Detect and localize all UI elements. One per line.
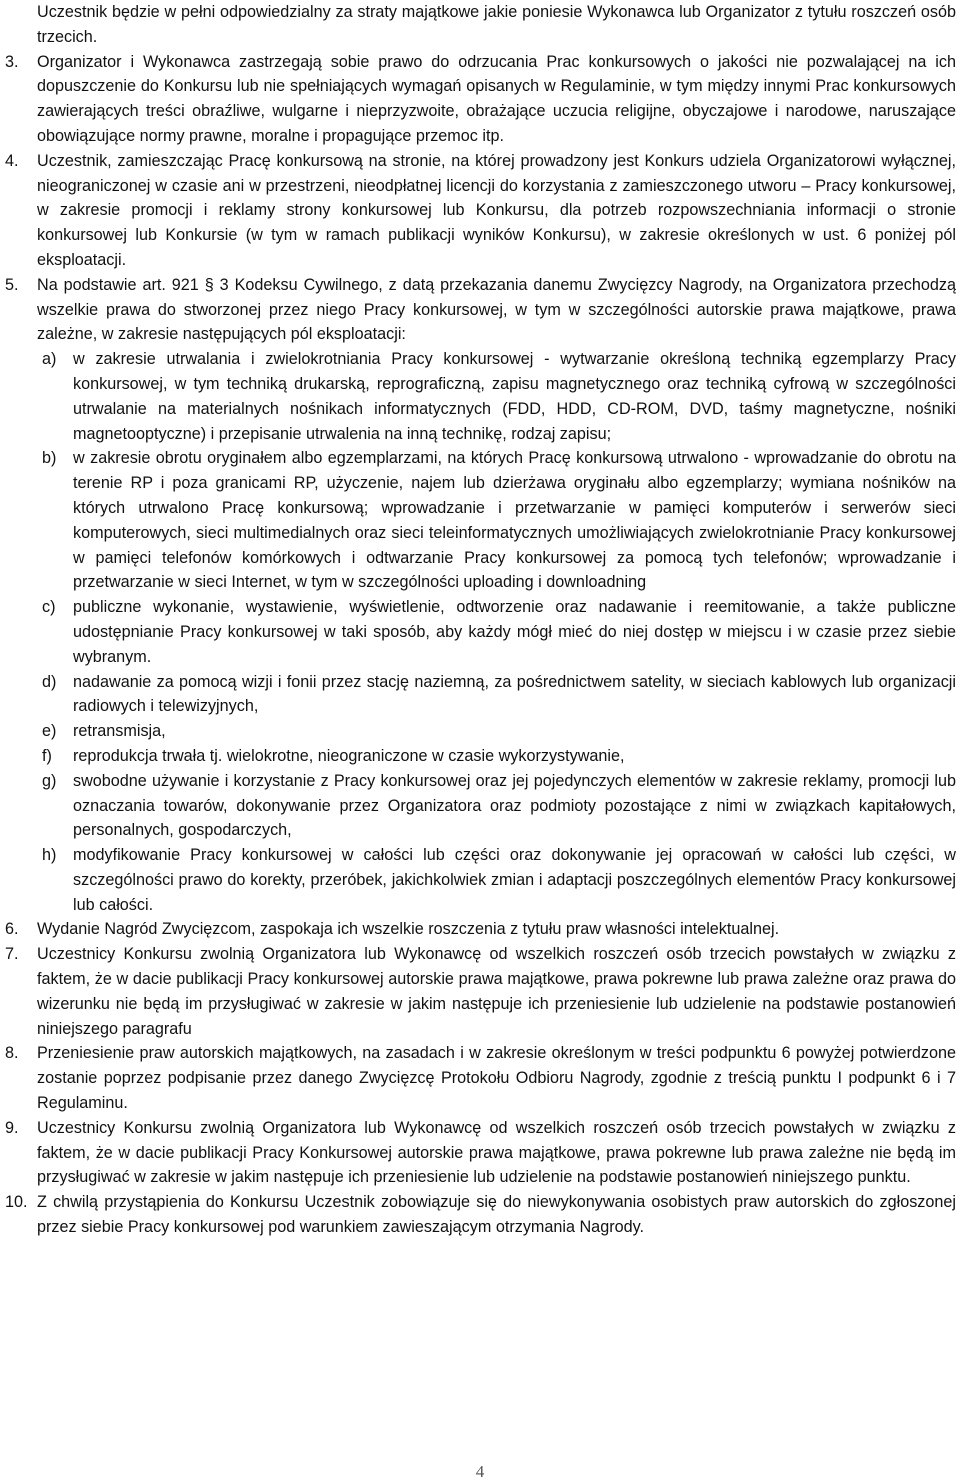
sub-list-item	[0, 769, 960, 843]
list-item-number: 8.	[5, 1044, 19, 1063]
numbered-list-part-2	[0, 917, 960, 1239]
sub-list-item-label: d)	[42, 672, 57, 691]
sub-list-item-label: f)	[42, 746, 52, 765]
sub-list-item	[0, 595, 960, 669]
list-item	[0, 1116, 960, 1190]
sub-list-item-label: g)	[42, 771, 57, 790]
list-item	[0, 917, 960, 942]
list-item-number: 7.	[5, 945, 19, 964]
list-item-number: 3.	[5, 52, 19, 71]
list-item-number: 9.	[5, 1118, 19, 1137]
list-item-text: Uczestnicy Konkursu zwolnią Organizatora lub Wykonawcę od wszelkich roszczeń osób trzecich powstałych w związku z faktem, że w dacie publikacji Pracy Konkursowej autorskie prawa majątkowe, prawa pokrewne lub prawa zależne nie będą im przysługiwać w zakresie w jakim następuje ich przeniesienie lub udzielenie na podstawie postanowień niniejszego punktu.	[37, 1118, 956, 1187]
list-item	[0, 942, 960, 1041]
list-item-number: 10.	[5, 1193, 28, 1212]
sub-list-item	[0, 744, 960, 769]
list-item-number: 6.	[5, 920, 19, 939]
sub-list-item-label: b)	[42, 449, 57, 468]
sub-list-item	[0, 446, 960, 595]
list-item	[0, 149, 960, 273]
sub-list-item-text: swobodne używanie i korzystanie z Pracy konkursowej oraz jej pojedynczych elementów w zakresie reklamy, promocji lub oznaczania towarów, dokonywanie przez Organizatora oraz podmioty pozostające z nimi w związkach kapitałowych, personalnych, gospodarczych,	[73, 771, 956, 840]
sub-list-item-text: publiczne wykonanie, wystawienie, wyświetlenie, odtworzenie oraz nadawanie i reemitowanie, a także publiczne udostępnianie Pracy konkursowej w taki sposób, aby każdy mógł mieć do niej dostęp w miejscu i w czasie przez siebie wybranym.	[73, 598, 956, 666]
sub-list-item	[0, 843, 960, 917]
list-item-number: 4.	[5, 151, 19, 170]
list-item-text: Uczestnik, zamieszczając Pracę konkursową na stronie, na której prowadzony jest Konkurs udziela Organizatorowi wyłącznej, nieograniczonej w czasie ani w przestrzeni, nieodpłatnej licencji do korzystania z zamieszczonego utworu – Pracy konkursowej, w zakresie promocji i reklamy strony konkursowej lub Konkursu, dla potrzeb rozpowszechniania informacji o stronie konkursowej lub Konkursie (w tym w ramach publikacji wyników Konkursu), w zakresie określonych w ust. 6 poniżej pól eksploatacji.	[37, 151, 956, 269]
list-item-text: Z chwilą przystąpienia do Konkursu Uczestnik zobowiązuje się do niewykonywania osobistych praw autorskich do zgłoszonej przez siebie Pracy konkursowej pod warunkiem zawieszającym otrzymania Nagrody.	[37, 1193, 956, 1237]
list-item-text: Przeniesienie praw autorskich majątkowych, na zasadach i w zakresie określonym w treści podpunktu 6 powyżej potwierdzone zostanie poprzez podpisanie przez danego Zwycięzcę Protokołu Odbioru Nagrody, zgodnie z treścią punktu I podpunkt 6 i 7 Regulaminu.	[37, 1044, 956, 1113]
sub-list-item-text: w zakresie utrwalania i zwielokrotniania Pracy konkursowej - wytwarzanie określoną techniką egzemplarzy Pracy konkursowej, w tym techniką drukarską, reprograficzną, zapisu magnetycznego oraz techniką cyfrową w szczególności utrwalanie na materialnych nośnikach informatycznych (FDD, HDD, CD-ROM, DVD, taśmy magnetyczne, nośniki magnetooptyczne) i przepisanie utrwalenia na inną technikę, rodzaj zapisu;	[73, 350, 956, 443]
intro-text: Uczestnik będzie w pełni odpowiedzialny za straty majątkowe jakie poniesie Wykonawca lub Organizator z tytułu roszczeń osób trzecich.	[37, 3, 956, 46]
list-item-text: Organizator i Wykonawca zastrzegają sobie prawo do odrzucania Prac konkursowych o jakości nie pozwalającej na ich dopuszczenie do Konkursu lub nie spełniających wymagań opisanych w Regulaminie, w tym między innymi Prac konkursowych zawierających treści obraźliwe, wulgarne i nieprzyzwoite, obrażające uczucia religijne, obyczajowe i narodowe, naruszające obowiązujące normy prawne, moralne i propagujące przemoc itp.	[37, 52, 956, 145]
sub-list-item	[0, 670, 960, 720]
list-item	[0, 1041, 960, 1115]
sub-list-item-text: modyfikowanie Pracy konkursowej w całości lub części oraz dokonywanie jej opracowań w całości lub części, w szczególności prawo do korekty, przeróbek, jakichkolwiek zmian i adaptacji poszczególnych elementów Pracy konkursowej lub całości.	[73, 846, 956, 914]
sub-list-item	[0, 347, 960, 446]
list-item	[0, 1190, 960, 1240]
sub-list-item-text: reprodukcja trwała tj. wielokrotne, nieograniczone w czasie wykorzystywanie,	[73, 746, 625, 765]
list-item	[0, 50, 960, 149]
sub-list-item-label: h)	[42, 846, 57, 865]
sub-list-item-text: w zakresie obrotu oryginałem albo egzemplarzami, na których Pracę konkursową utrwalono - wprowadzanie do obrotu na terenie RP i poza granicami RP, użyczenie, najem lub dzierżawa oryginału albo egzemplarzy; wymiana nośników na których utrwalono Pracę konkursową; wprowadzanie i przetwarzanie w pamięci komputerów i serwerów sieci komputerowych, sieci multimedialnych oraz sieci teleinformatycznych umożliwiających zwielokrotnianie Pracy konkursowej w pamięci telefonów komórkowych i odtwarzanie Pracy konkursowej za pomocą tych telefonów; wprowadzanie i przetwarzanie w sieci Internet, w tym w szczególności uploading i downloadning	[73, 449, 956, 592]
list-item-text: Wydanie Nagród Zwycięzcom, zaspokaja ich wszelkie roszczenia z tytułu praw własności intelektualnej.	[37, 920, 780, 939]
numbered-list-part-1	[0, 50, 960, 348]
sub-list-item-label: c)	[42, 598, 56, 617]
intro-continuation	[0, 0, 960, 50]
sub-list-item-label: e)	[42, 722, 57, 741]
list-item-number: 5.	[5, 275, 19, 294]
sub-list-item	[0, 719, 960, 744]
sub-list-item-text: nadawanie za pomocą wizji i fonii przez stację naziemną, za pośrednictwem satelity, w sieciach kablowych lub organizacji radiowych i telewizyjnych,	[73, 672, 956, 716]
sub-list-item-label: a)	[42, 350, 57, 369]
list-item-text: Na podstawie art. 921 § 3 Kodeksu Cywilnego, z datą przekazania danemu Zwycięzcy Nagrody, na Organizatora przechodzą wszelkie prawa do stworzonej przez niego Pracy konkursowej, w tym w szczególności autorskie prawa majątkowe, prawa zależne, w zakresie następujących pól eksploatacji:	[37, 275, 956, 344]
sub-list-item-text: retransmisja,	[73, 722, 166, 741]
list-item-text: Uczestnicy Konkursu zwolnią Organizatora lub Wykonawcę od wszelkich roszczeń osób trzecich powstałych w związku z faktem, że w dacie publikacji Pracy konkursowej autorskie prawa majątkowe, prawa pokrewne lub prawa zależne oraz prawa do wizerunku nie będą im przysługiwać w zakresie w jakim następuje ich przeniesienie lub udzielenie na podstawie postanowień niniejszego paragrafu	[37, 945, 956, 1038]
exploitation-fields-list	[0, 347, 960, 917]
list-item	[0, 273, 960, 347]
page-number: 4	[475, 1462, 485, 1481]
